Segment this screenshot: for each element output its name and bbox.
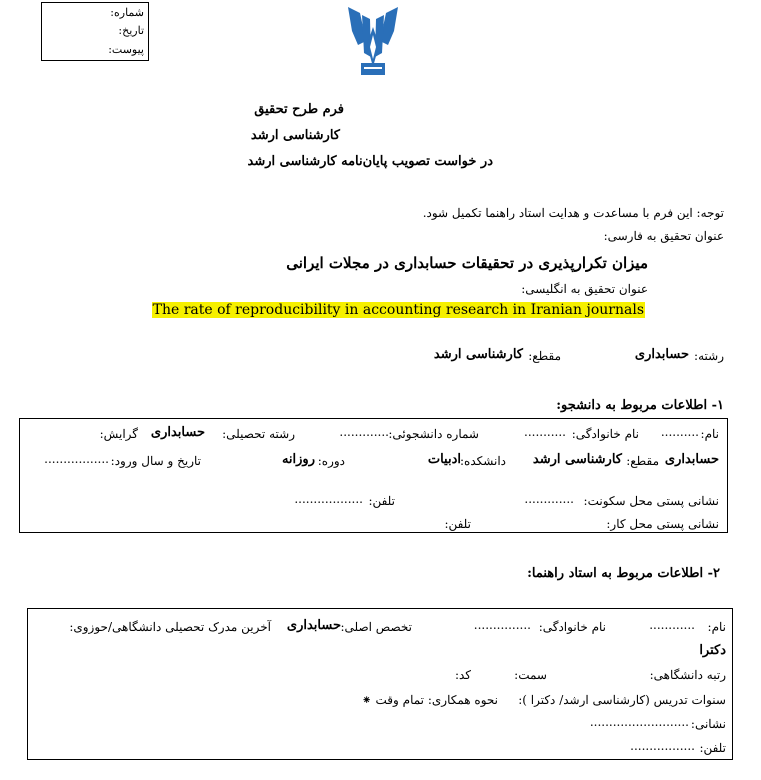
student-major-value: حسابداری [150,425,205,440]
supervisor-surname-dots: ............... [473,618,531,632]
student-degree-value: کارشناسی ارشد [532,452,622,467]
student-course-value: روزانه [281,452,315,467]
student-entry-dots: ................. [44,452,109,466]
section2-heading: ۲- اطلاعات مربوط به استاد راهنما: [527,566,720,581]
home-address-label: نشانی پستی محل سکونت: [583,494,719,508]
supervisor-name-dots: ............ [649,618,695,632]
field-label: رشته: [694,349,724,363]
supervisor-surname-label: نام خانوادگی: [538,620,606,634]
student-faculty-value: ادبیات [427,452,461,467]
home-phone-dots: .................. [294,492,363,506]
number-label: شماره: [110,6,144,19]
student-major-row2: حسابداری [664,452,719,467]
supervisor-position-label: سمت: [514,668,547,682]
supervisor-specialty-label: تخصص اصلی: [340,620,412,634]
persian-title-label: عنوان تحقیق به فارسی: [603,229,724,243]
student-orientation-label: گرایش: [99,427,138,441]
student-number-dots: ............. [339,425,389,439]
student-surname-dots: ........... [524,425,566,439]
degree-value: کارشناسی ارشد [433,347,523,362]
supervisor-teaching-years-label: سنوات تدریس (کارشناسی ارشد/ دکترا ): [518,693,726,707]
home-phone-label: تلفن: [368,494,395,508]
attention-note: توجه: این فرم با مساعدت و هدایت استاد راهنما تکمیل شود. [422,206,724,220]
home-address-dots: ............. [524,492,574,506]
student-entry-label: تاریخ و سال ورود: [110,454,201,468]
date-label: تاریخ: [118,24,144,37]
student-surname-label: نام خانوادگی: [571,427,639,441]
student-faculty-label: دانشکده: [460,454,506,468]
supervisor-name-label: نام: [707,620,726,634]
student-number-label: شماره دانشجوئی: [388,427,479,441]
work-address-label: نشانی پستی محل کار: [606,517,719,531]
supervisor-address-dots: .......................... [589,715,689,729]
degree-label: مقطع: [528,349,561,363]
student-name-label: نام: [700,427,719,441]
supervisor-code-label: کد: [454,668,471,682]
persian-title: میزان تکرارپذیری در تحقیقات حسابداری در مجلات ایرانی [286,254,648,272]
student-course-label: دوره: [317,454,345,468]
form-request: در خواست تصویب پایان‌نامه کارشناسی ارشد [247,154,493,169]
student-degree-label: مقطع: [626,454,659,468]
supervisor-last-degree-label: آخرین مدرک تحصیلی دانشگاهی/حوزوی: [69,620,271,634]
section1-heading: ۱- اطلاعات مربوط به دانشجو: [556,398,724,413]
student-name-dots: .......... [660,425,699,439]
field-value: حسابداری [634,347,689,362]
supervisor-last-degree-value: دکترا [699,643,726,658]
english-title-label: عنوان تحقیق به انگلیسی: [521,282,648,296]
supervisor-rank-label: رتبه دانشگاهی: [649,668,726,682]
form-level: کارشناسی ارشد [250,128,340,143]
english-title: The rate of reproducibility in accounting research in Iranian journals [152,302,644,318]
form-title: فرم طرح تحقیق [254,102,344,117]
supervisor-address-label: نشانی: [690,717,726,731]
work-phone-label: تلفن: [444,517,471,531]
supervisor-phone-label: تلفن: [699,741,726,755]
supervisor-phone-dots: ................. [630,739,695,753]
supervisor-specialty-value: حسابداری [286,618,341,633]
university-emblem-icon [346,5,400,79]
attachment-label: پیوست: [108,43,144,56]
student-major-label: رشته تحصیلی: [222,427,295,441]
supervisor-cooperation-label: نحوه همکاری: تمام وقت ⁕ [361,693,498,707]
